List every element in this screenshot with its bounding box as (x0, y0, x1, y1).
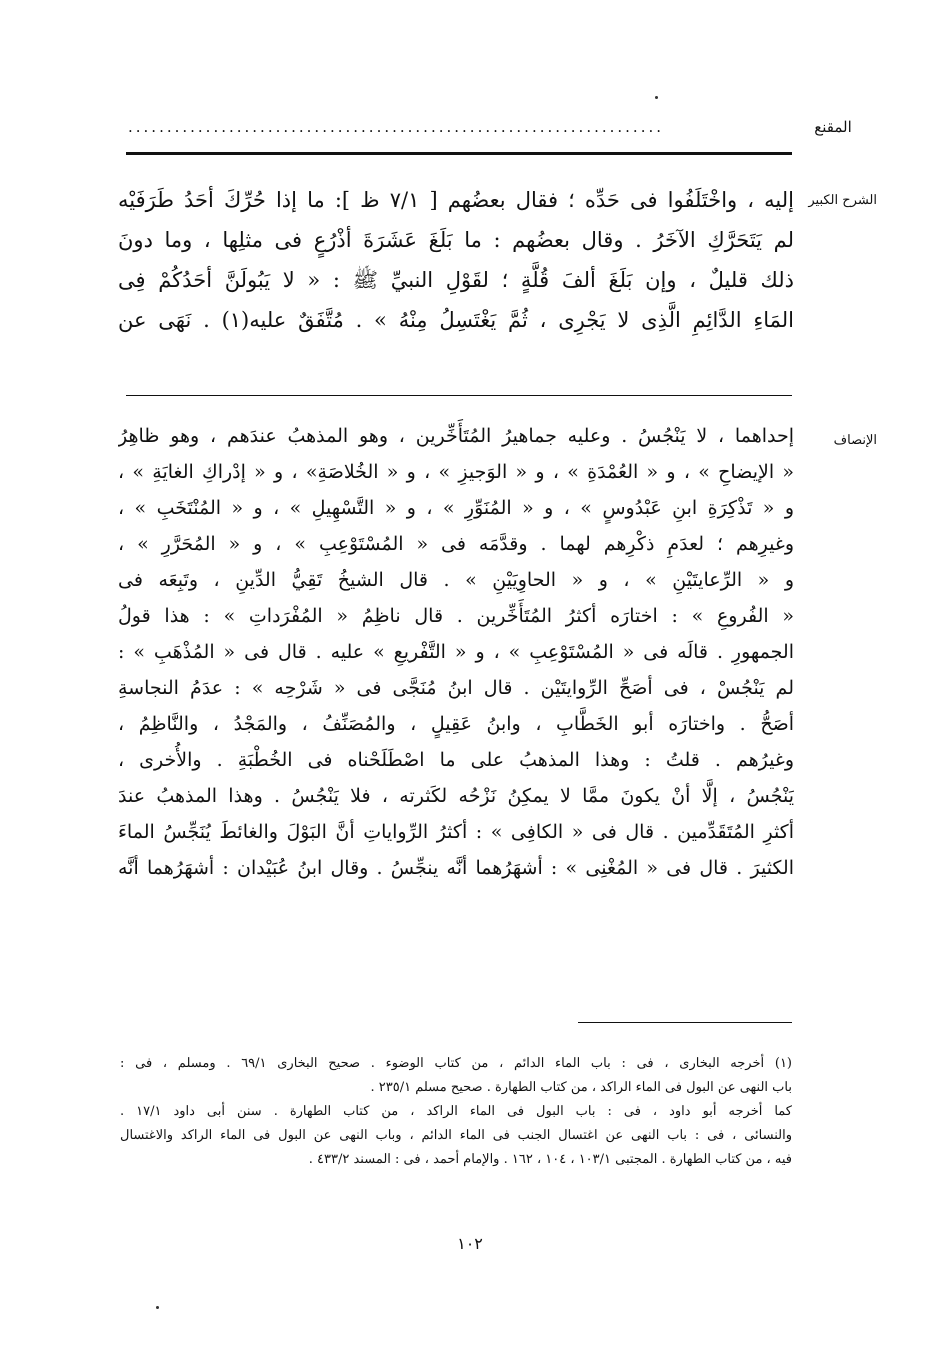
sharh-line: لم يَتَحَرَّكِ الآخَرُ . وقال بعضُهم : ما بَلَغَ عَشَرَةَ أذْرُعٍ فى مثلِها ، وما دونَ (118, 228, 794, 252)
footnote-line: كما أخرجه أبو داود ، فى : باب البول فى الماء الراكد ، من كتاب الطهارة . سنن أبى داود ١٧/١ . (120, 1104, 792, 1119)
insaf-line: و « الرِّعايتَيْنِ » ، و « الحاوِيَيْنِ » . قال الشيخُ تَقِيُّ الدِّينِ ، وتَبِعَه فى (118, 569, 794, 591)
insaf-text-block (118, 418, 794, 886)
insaf-line: الجمهورِ . قالَه فى « المُسْتَوْعِبِ » ، و « التَّفْريعِ » عليه . قال فى « المُذْهَبِ » : (118, 641, 794, 663)
header-dotted-leader: ..................................................................... (128, 118, 664, 136)
footnote-line: والنسائى ، فى : باب النهى عن اغتسال الجنب فى الماء الدائم ، وباب النهى عن البول فى الماء الراكد والاغتسال (120, 1128, 792, 1143)
sharh-line: المَاءِ الدَّائِمِ الَّذِى لا يَجْرِى ، ثُمَّ يَغْتَسِلُ مِنْهُ » . مُتَّفَقٌ عليه(١) . نَهَى عن (118, 308, 794, 332)
insaf-line: و « تَذْكِرَةِ ابنِ عَبْدُوسٍ » ، و « المُنَوِّرِ » ، و « التَّسْهِيلِ » ، و « المُنْتَخَبِ » ، (118, 497, 794, 519)
footnote-line: فيه ، من كتاب الطهارة . المجتبى ١٠٣/١ ، ١٠٤ ، ١٦٢ . والإمام أحمد ، فى : المسند ٤٣٣/٢ . (308, 1152, 792, 1167)
footnote-rule (578, 1022, 792, 1023)
insaf-line: إحداهما ، لا يَنْجُسُ . وعليه جماهيرُ المُتَأَخِّرين ، وهو المذهبُ عندَهم ، وهو ظاهِرُ (118, 425, 794, 447)
scan-speck (156, 1306, 159, 1309)
insaf-line: لم يَنْجُسْ ، فى أصَحِّ الرِّوايتَيْن . قال ابنُ مُنَجَّى فى « شَرْحِه » : عدَمُ النجاسةِ (118, 677, 794, 699)
section-label-insaf: الإنصاف (833, 433, 877, 448)
footnote-line: (١) أخرجه البخارى ، فى : باب الماء الدائم ، من كتاب الوضوء . صحيح البخارى ٦٩/١ . ومسلم ، فى : (120, 1056, 792, 1071)
insaf-line: « الإيضاحِ » ، و « العُمْدَةِ » ، و « الوَجيزِ » ، و « الخُلاصَةِ» ، و « إدْراكِ الغايَةِ » ، (118, 461, 794, 483)
insaf-line: أكثرِ المُتَقَدِّمين . قال فى « الكافِى » : أكثرُ الرِّواياتِ أنَّ البَوْلَ والغائطَ يُنَجِّسُ الماءَ (118, 821, 794, 843)
insaf-line: أصَحُّ . واختارَه أبو الخَطَّابِ ، وابنُ عَقِيلٍ ، والمُصَنِّفُ ، والمَجْدُ ، والنَّاظِمُ ، (118, 713, 794, 735)
insaf-line: وغيرُهم . قلتُ : وهذا المذهبُ على ما اصْطَلَحْناه فى الخُطْبَةِ . والأُخرى ، (118, 749, 794, 771)
insaf-line: وغيرِهم ؛ لعدَمِ ذكْرِهم لهما . وقدَّمَه فى « المُسْتَوْعِبِ » ، و « المُحَرَّرِ » ، (118, 533, 794, 555)
sharh-line: ذلك قليلٌ ، وإن بَلَغَ ألفَ قُلَّةٍ ؛ لقَوْلِ النبيِّ ﷺ : « لا يَبُولَنَّ أحَدُكُمْ فِى (118, 268, 794, 292)
footnotes-block (120, 1052, 792, 1172)
scan-speck (655, 96, 658, 99)
header-rule (126, 152, 792, 155)
sharh-line: إليه ، واخْتَلَفُوا فى حَدِّه ؛ فقال بعضُهم [ ٧/١ ظ ]: ما إذا حُرِّكَ أحَدُ طَرَفَيْه (118, 188, 794, 212)
insaf-line: يَنْجُسُ ، إلَّا أنْ يكونَ ممَّا لا يمكِنُ نَزْحُه لكَثرته ، فلا يَنْجُسُ . وهذا المذهبُ عندَ (118, 785, 794, 807)
insaf-line: الكثيرَ . قال فى « المُغْنِى » : أشهَرُهما أنَّه ينجِّسُ . وقال ابنُ عُبَيْدان : أشهَرُهما أنَّه (118, 857, 794, 879)
section-divider-rule (126, 395, 792, 396)
section-label-sharh: الشرح الكبير (808, 193, 877, 208)
page-number: ١٠٢ (457, 1234, 483, 1253)
footnote-line: باب النهى عن البول فى الماء الراكد ، من كتاب الطهارة . صحيح مسلم ٢٣٥/١ . (370, 1080, 792, 1095)
insaf-line: « الفُروعِ » : اختارَه أكثرُ المُتَأَخِّرين . قال ناظِمُ « المُفْرَداتِ » : هذا قولُ (118, 605, 794, 627)
running-header-title: المقنع (814, 118, 852, 136)
sharh-text-block (118, 180, 794, 340)
